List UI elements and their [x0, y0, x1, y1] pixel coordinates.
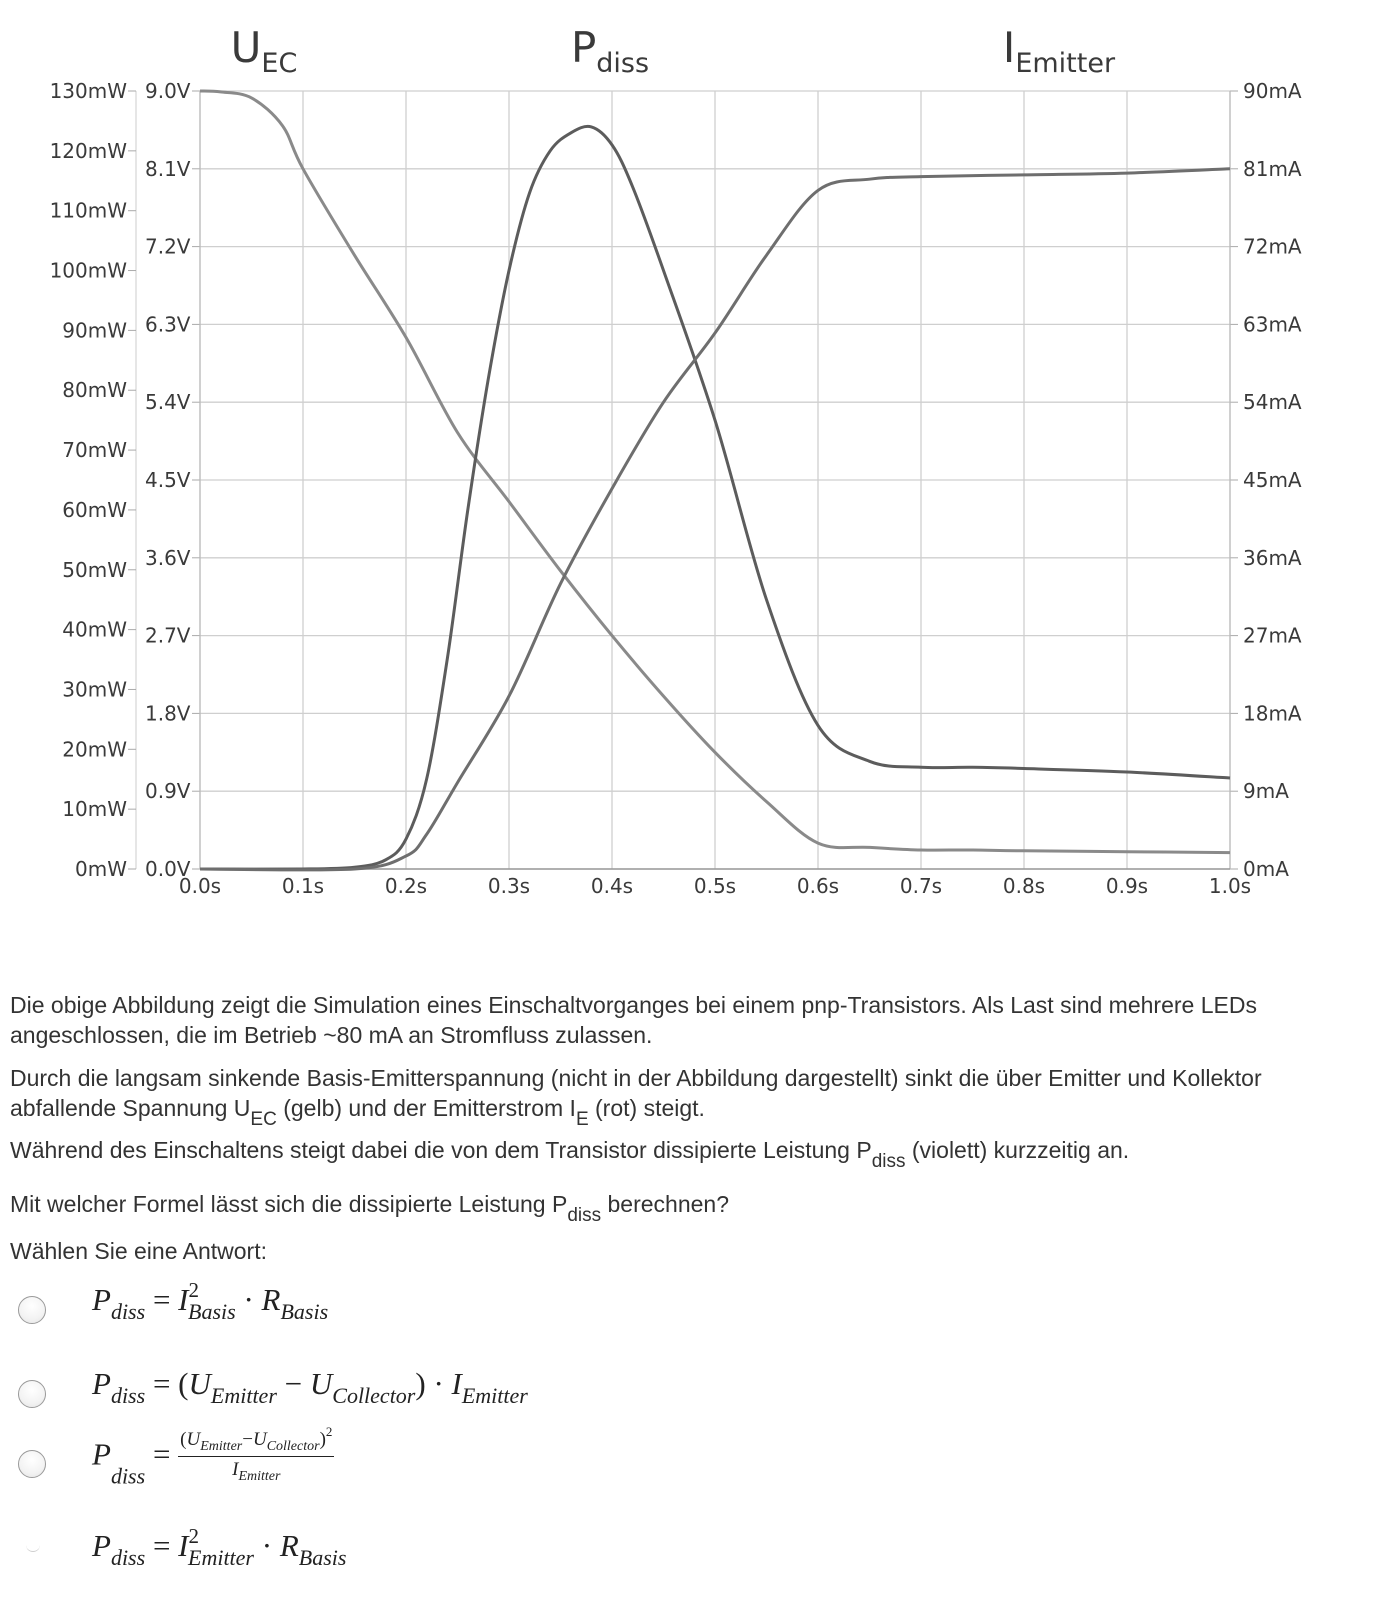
- current-tick-label: 9mA: [1243, 779, 1289, 804]
- power-tick-label: 80mW: [62, 378, 127, 403]
- voltage-tick-label: 6.3V: [145, 312, 191, 337]
- current-tick-label: 45mA: [1243, 468, 1302, 492]
- series-header: IEmitter: [1002, 23, 1116, 79]
- voltage-tick-label: 0.9V: [145, 779, 191, 804]
- power-tick-label: 130mW: [49, 79, 127, 103]
- power-tick-label: 30mW: [62, 677, 127, 702]
- x-tick-label: 0.5s: [693, 874, 737, 898]
- power-tick-label: 0mW: [75, 857, 127, 881]
- series-header: Pdiss: [570, 23, 650, 79]
- current-tick-label: 72mA: [1243, 234, 1302, 259]
- power-tick-label: 100mW: [49, 258, 127, 283]
- formula-option-3: $P_{diss}$ = $\frac{(U_{Emitter}-U_{Collector})^2}{I_{Emitter}}$: [92, 1424, 333, 1489]
- current-tick-label: 81mA: [1243, 156, 1302, 181]
- radio-option-1[interactable]: [18, 1296, 46, 1324]
- x-tick-label: 0.4s: [590, 874, 634, 898]
- chart-tick-labels: [50, 79, 1302, 898]
- current-tick-label: 63mA: [1243, 312, 1302, 337]
- x-tick-label: 0.3s: [487, 874, 531, 898]
- voltage-tick-label: 3.6V: [145, 545, 191, 570]
- formula-option-2: $P_{diss} = (U_{Emitter} - U_{Collector}) \cdot I_{Emitter}$: [92, 1366, 528, 1408]
- description-para1: Die obige Abbildung zeigt die Simulation eines Einschaltvorganges bei einem pnp-Transistors. Als Last sind mehrere LEDs angeschlossen, die im Betrieb ~80 mA an Stromfluss zulassen.: [10, 992, 1257, 1048]
- power-tick-label: 120mW: [49, 138, 127, 163]
- current-tick-label: 27mA: [1243, 623, 1302, 648]
- power-tick-label: 20mW: [62, 737, 127, 762]
- x-tick-label: 0.0s: [178, 874, 222, 898]
- voltage-tick-label: 4.5V: [145, 468, 191, 492]
- power-tick-label: 70mW: [62, 438, 127, 463]
- formula-option-1: $P_{diss} = I^2_{Basis} \cdot R_{Basis}$: [92, 1278, 329, 1324]
- power-tick-label: 60mW: [62, 497, 127, 522]
- x-tick-label: 0.2s: [384, 874, 428, 898]
- voltage-tick-label: 9.0V: [145, 79, 191, 103]
- x-tick-label: 0.9s: [1105, 874, 1149, 898]
- power-tick-label: 10mW: [62, 797, 127, 822]
- power-tick-label: 50mW: [62, 557, 127, 582]
- description-para2: Durch die langsam sinkende Basis-Emitterspannung (nicht in der Abbildung dargestellt) sinkt die über Emitter und Kollektor abfallende Spannung $U_{EC}$ (gelb) und der Emitterstrom $I_E$ (rot) steigt.: [10, 1065, 1262, 1130]
- voltage-tick-label: 0.0V: [145, 857, 191, 881]
- description-para3: Während des Einschaltens steigt dabei die von dem Transistor dissipierte Leistung $P_{diss}$ (violett) kurzzeitig an.: [10, 1137, 1130, 1172]
- x-tick-label: 0.7s: [899, 874, 943, 898]
- description: [10, 990, 1360, 1231]
- current-tick-label: 18mA: [1243, 701, 1302, 726]
- voltage-tick-label: 7.2V: [145, 234, 191, 259]
- formula-option-4: $P_{diss} = I^2_{Emitter} \cdot R_{Basis}$: [92, 1524, 347, 1570]
- radio-option-2[interactable]: [18, 1380, 46, 1408]
- voltage-tick-label: 1.8V: [145, 701, 191, 726]
- current-tick-label: 90mA: [1243, 79, 1302, 103]
- power-tick-label: 110mW: [49, 198, 127, 223]
- question-text: Mit welcher Formel lässt sich die dissipierte Leistung $P_{diss}$ berechnen?: [10, 1191, 730, 1226]
- series-header: UEC: [230, 23, 298, 79]
- current-tick-label: 36mA: [1243, 545, 1302, 570]
- x-tick-label: 0.8s: [1002, 874, 1046, 898]
- power-tick-label: 40mW: [62, 617, 127, 642]
- radio-option-3[interactable]: [18, 1450, 46, 1478]
- chart-series-headers: [231, 23, 1116, 79]
- radio-option-4[interactable]: [26, 1542, 40, 1552]
- fraction: $\frac{(U_{Emitter}-U_{Collector})^2}{I_{Emitter}}$: [180, 1424, 333, 1484]
- x-tick-label: 0.6s: [796, 874, 840, 898]
- voltage-tick-label: 8.1V: [145, 156, 191, 181]
- x-tick-label: 1.0s: [1208, 874, 1252, 898]
- current-tick-label: 54mA: [1243, 390, 1302, 415]
- voltage-tick-label: 5.4V: [145, 390, 191, 415]
- x-tick-label: 0.1s: [281, 874, 325, 898]
- voltage-tick-label: 2.7V: [145, 623, 191, 648]
- power-tick-label: 90mW: [62, 318, 127, 343]
- current-tick-label: 0mA: [1243, 857, 1289, 881]
- answer-prompt: Wählen Sie eine Antwort:: [10, 1238, 267, 1264]
